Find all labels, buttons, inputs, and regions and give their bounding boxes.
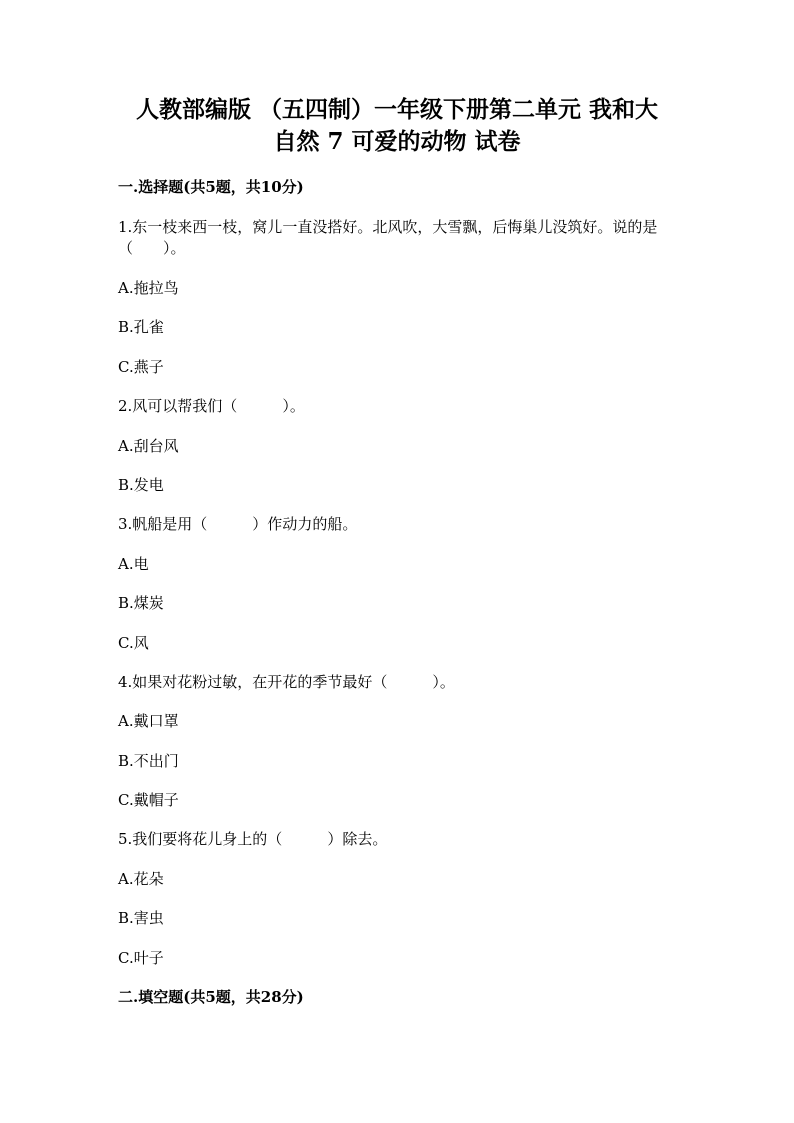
- question-3-option-a: A.电: [118, 555, 149, 573]
- question-1-option-b: B.孔雀: [118, 318, 164, 336]
- question-5-option-b: B.害虫: [118, 909, 164, 927]
- question-5: 5.我们要将花儿身上的（ ）除去。: [118, 830, 388, 848]
- section-heading-choice: 一.选择题(共5题，共10分): [118, 178, 304, 196]
- question-5-option-c: C.叶子: [118, 949, 164, 967]
- question-4-option-b: B.不出门: [118, 752, 179, 770]
- question-3-option-b: B.煤炭: [118, 594, 164, 612]
- question-2-option-a: A.刮台风: [118, 437, 179, 455]
- title-line-2: 自然 7 可爱的动物 试卷: [273, 128, 521, 155]
- question-2: 2.风可以帮我们（ ）。: [118, 397, 305, 415]
- question-1-option-a: A.拖拉鸟: [118, 279, 179, 297]
- section-heading-fill-in: 二.填空题(共5题，共28分): [118, 988, 304, 1006]
- question-4: 4.如果对花粉过敏，在开花的季节最好（ ）。: [118, 673, 455, 691]
- question-2-option-b: B.发电: [118, 476, 164, 494]
- title-line-1: 人教部编版 （五四制）一年级下册第二单元 我和大: [135, 96, 658, 123]
- question-4-option-a: A.戴口罩: [118, 712, 179, 730]
- question-3: 3.帆船是用（ ）作动力的船。: [118, 515, 358, 533]
- question-4-option-c: C.戴帽子: [118, 791, 179, 809]
- question-5-option-a: A.花朵: [118, 870, 164, 888]
- question-1: 1.东一枝来西一枝，窝儿一直没搭好。北风吹，大雪飘，后悔巢儿没筑好。说的是（ ）。: [118, 218, 658, 257]
- document-title: [120, 94, 674, 158]
- question-3-option-c: C.风: [118, 634, 149, 652]
- question-1-option-c: C.燕子: [118, 358, 164, 376]
